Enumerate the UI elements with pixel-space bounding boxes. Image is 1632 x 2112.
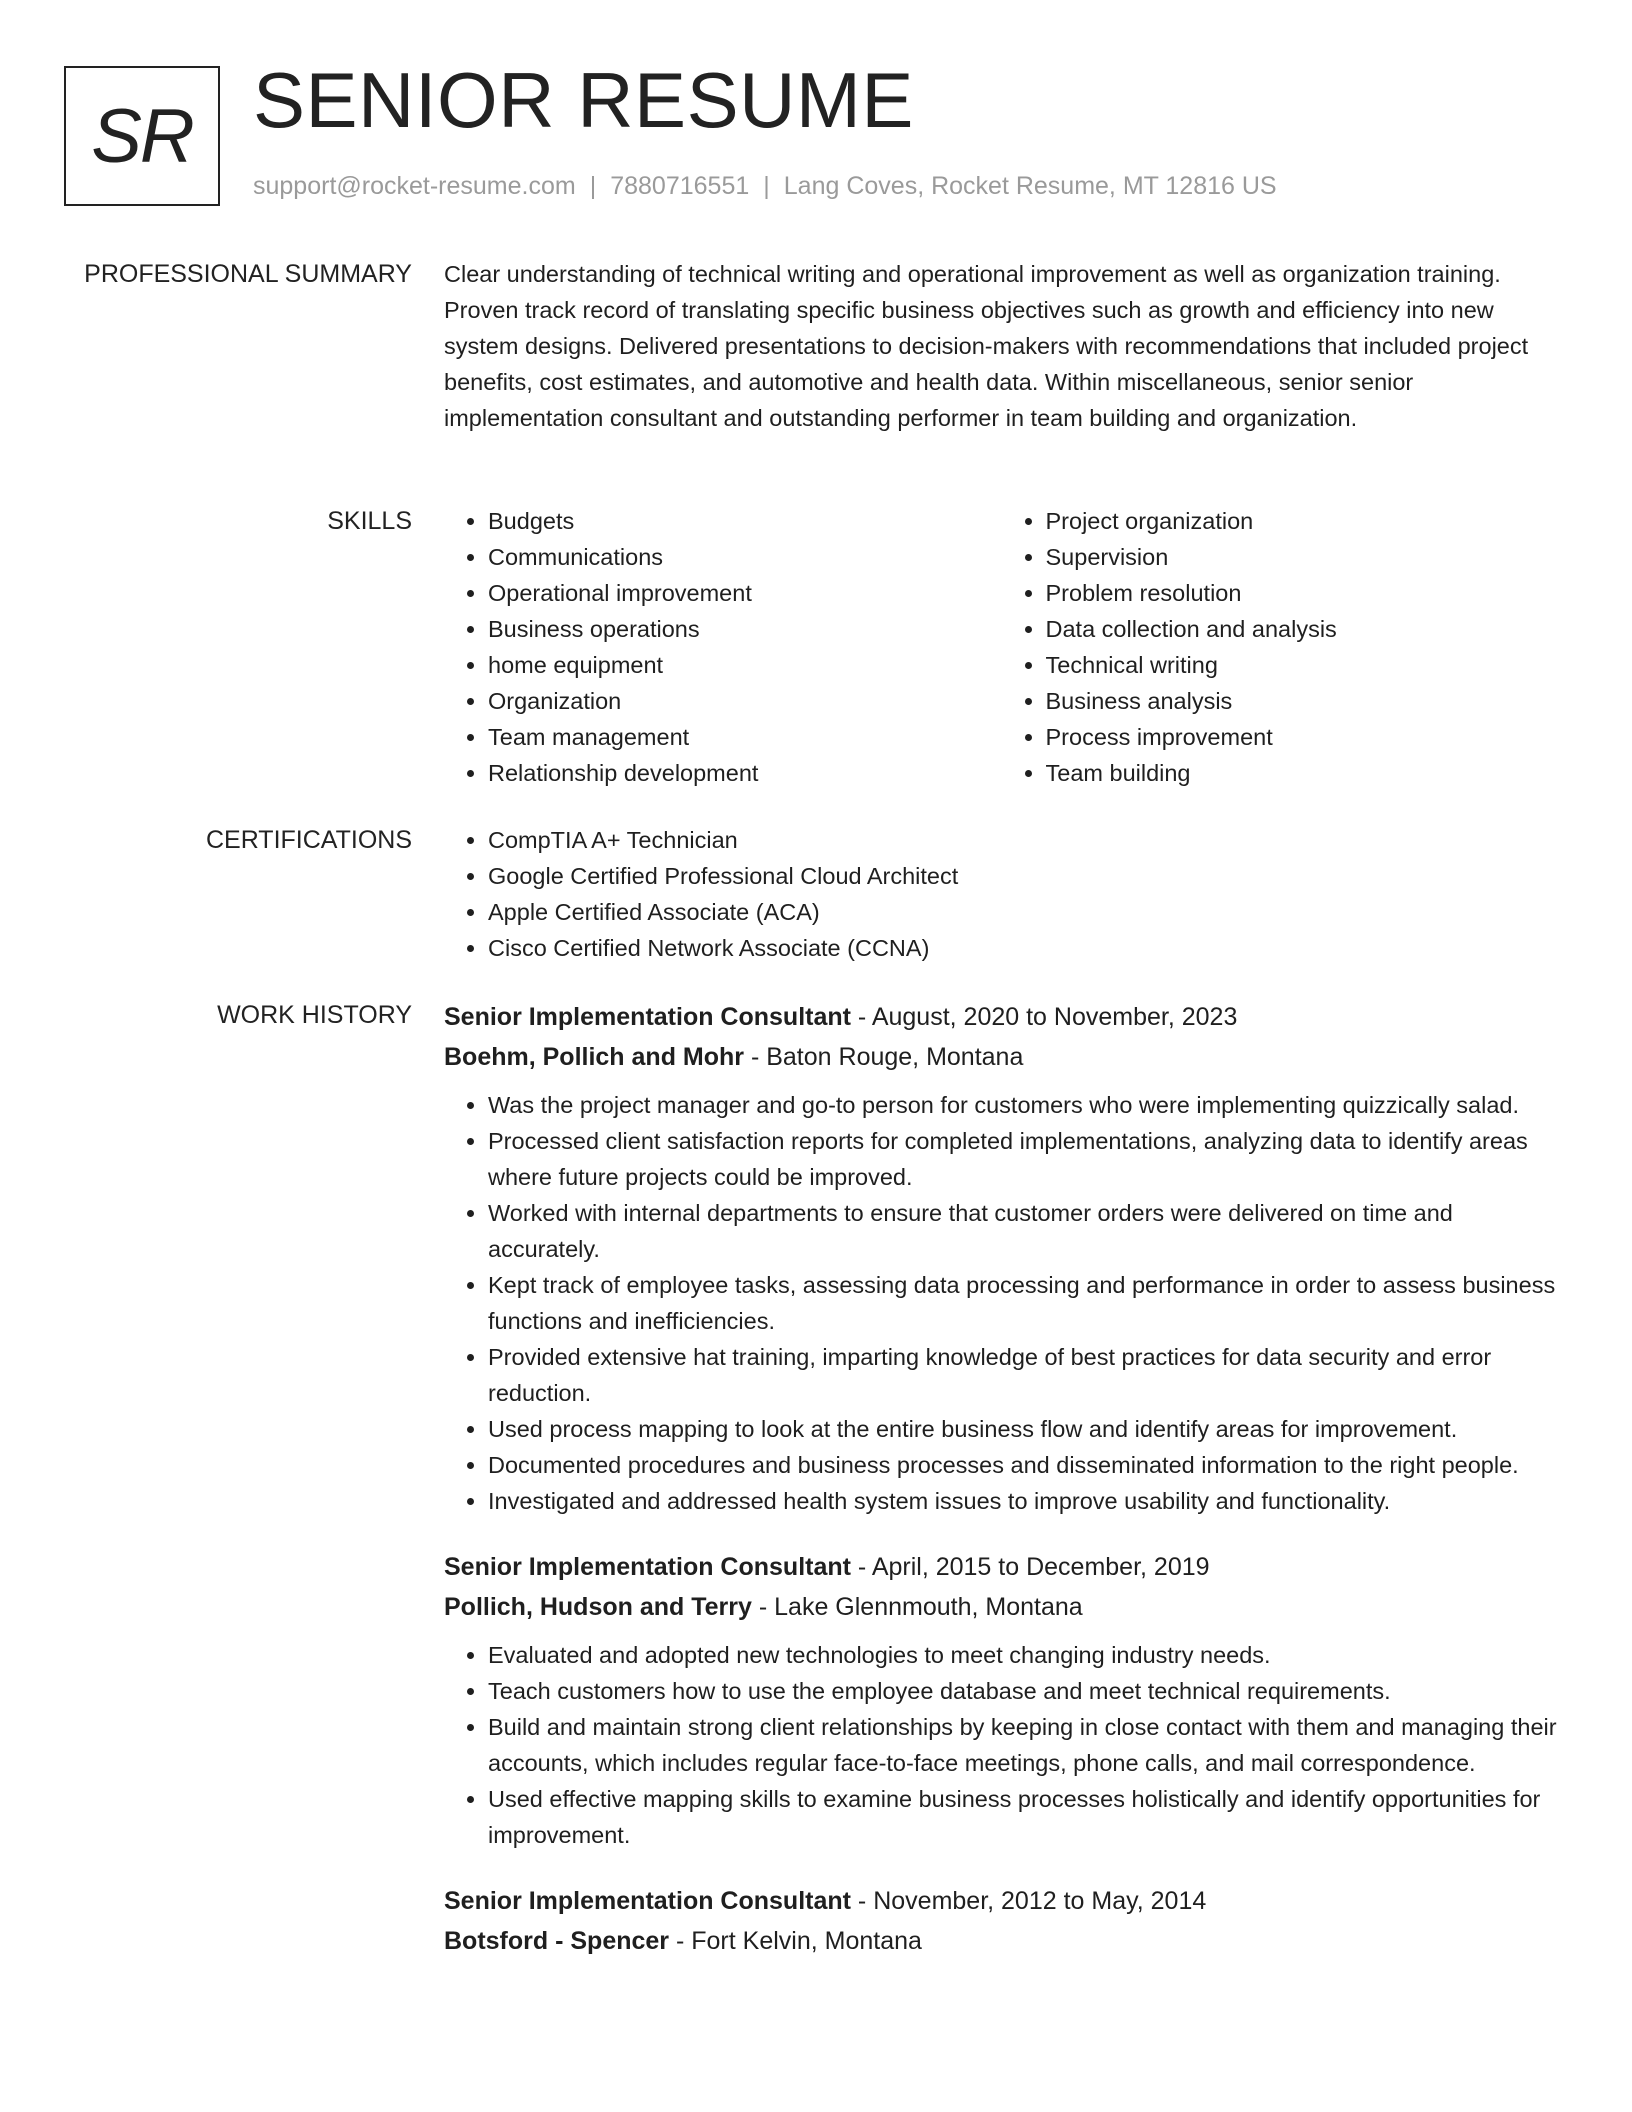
job-duties <box>444 1637 1559 1853</box>
skill-item: • Problem resolution <box>1046 575 1560 611</box>
skills-label: SKILLS <box>327 507 412 535</box>
work-history-jobs <box>444 997 1559 1989</box>
contact-address: Lang Coves, Rocket Resume, MT 12816 US <box>783 172 1277 200</box>
job-duty-item: • Used process mapping to look at the entire business flow and identify areas for improvement. <box>488 1411 1559 1447</box>
skill-item: • Data collection and analysis <box>1046 611 1560 647</box>
job-title-line <box>444 1881 1559 1921</box>
job-duty-item: • Worked with internal departments to ensure that customer orders were delivered on time and accurately. <box>488 1195 1559 1267</box>
certification-item: • CompTIA A+ Technician <box>488 822 1559 858</box>
skill-item: • Business analysis <box>1046 683 1560 719</box>
job-company-line <box>444 1587 1559 1627</box>
job-location: - Baton Rouge, Montana <box>744 1043 1024 1071</box>
job-title-line <box>444 997 1559 1037</box>
job-title: Senior Implementation Consultant <box>444 1003 851 1031</box>
job-company-line <box>444 1921 1559 1961</box>
skills-list <box>444 503 1559 791</box>
contact-email[interactable]: support@rocket-resume.com <box>253 172 576 200</box>
skill-item: • Technical writing <box>1046 647 1560 683</box>
resume-name: SENIOR RESUME <box>253 56 914 144</box>
certifications-items <box>444 822 1559 966</box>
certification-item: • Cisco Certified Network Associate (CCNA) <box>488 930 1559 966</box>
job-duty-item: • Build and maintain strong client relationships by keeping in close contact with them and managing their accounts, which includes regular face-to-face meetings, phone calls, and mail correspondence. <box>488 1709 1559 1781</box>
skill-item: • Operational improvement <box>488 575 1002 611</box>
skill-item: • home equipment <box>488 647 1002 683</box>
job-duty-item: • Documented procedures and business processes and disseminated information to the right people. <box>488 1447 1559 1483</box>
contact-line <box>253 172 1277 201</box>
certifications-label: CERTIFICATIONS <box>205 826 412 854</box>
job-duty-item: • Used effective mapping skills to examine business processes holistically and identify opportunities for improvement. <box>488 1781 1559 1853</box>
job-title-line <box>444 1547 1559 1587</box>
job-title: Senior Implementation Consultant <box>444 1553 851 1581</box>
skill-item: • Team building <box>1046 755 1560 791</box>
job-company: Botsford - Spencer <box>444 1927 670 1955</box>
summary-text: Clear understanding of technical writing and operational improvement as well as organization training. Proven track record of translating specific business objectives such as growth and efficiency into new system designs. Delivered presentations to decision-makers with recommendations that included project benefits, cost estimates, and automotive and health data. Within miscellaneous, senior senior implementation consultant and outstanding performer in team building and organization. <box>444 261 1529 431</box>
skills-column-left <box>444 503 1002 791</box>
job-location: - Fort Kelvin, Montana <box>669 1927 922 1955</box>
contact-phone[interactable]: 7880716551 <box>610 172 750 200</box>
work-history-label: WORK HISTORY <box>217 1001 412 1029</box>
contact-separator: | <box>589 172 597 200</box>
skill-item: • Supervision <box>1046 539 1560 575</box>
job-duty-item: • Investigated and addressed health system issues to improve usability and functionality. <box>488 1483 1559 1519</box>
job-duties <box>444 1087 1559 1519</box>
skills-column-right <box>1002 503 1560 791</box>
job-entry <box>444 997 1559 1519</box>
job-entry <box>444 1547 1559 1853</box>
job-company: Pollich, Hudson and Terry <box>444 1593 752 1621</box>
job-entry <box>444 1881 1559 1961</box>
certifications-list <box>444 822 1559 966</box>
job-duty-item: • Processed client satisfaction reports for completed implementations, analyzing data to identify areas where future projects could be improved. <box>488 1123 1559 1195</box>
job-company: Boehm, Pollich and Mohr <box>444 1043 745 1071</box>
skill-item: • Organization <box>488 683 1002 719</box>
skill-item: • Communications <box>488 539 1002 575</box>
certification-item: • Google Certified Professional Cloud Architect <box>488 858 1559 894</box>
job-location: - Lake Glennmouth, Montana <box>751 1593 1083 1621</box>
job-dates: - August, 2020 to November, 2023 <box>850 1003 1238 1031</box>
skill-item: • Budgets <box>488 503 1002 539</box>
skill-item: • Process improvement <box>1046 719 1560 755</box>
job-company-line <box>444 1037 1559 1077</box>
job-duty-item: • Kept track of employee tasks, assessing data processing and performance in order to assess business functions and inefficiencies. <box>488 1267 1559 1339</box>
job-dates: - November, 2012 to May, 2014 <box>850 1887 1207 1915</box>
certification-item: • Apple Certified Associate (ACA) <box>488 894 1559 930</box>
skill-item: • Project organization <box>1046 503 1560 539</box>
skill-item: • Business operations <box>488 611 1002 647</box>
monogram-badge: SR <box>64 66 220 206</box>
job-duty-item: • Evaluated and adopted new technologies to meet changing industry needs. <box>488 1637 1559 1673</box>
contact-separator: | <box>763 172 770 200</box>
job-dates: - April, 2015 to December, 2019 <box>850 1553 1210 1581</box>
job-duty-item: • Was the project manager and go-to person for customers who were implementing quizzically salad. <box>488 1087 1559 1123</box>
job-title: Senior Implementation Consultant <box>444 1887 851 1915</box>
summary-label: PROFESSIONAL SUMMARY <box>84 260 412 288</box>
skill-item: • Team management <box>488 719 1002 755</box>
job-duty-item: • Teach customers how to use the employee database and meet technical requirements. <box>488 1673 1559 1709</box>
skill-item: • Relationship development <box>488 755 1002 791</box>
job-duty-item: • Provided extensive hat training, imparting knowledge of best practices for data security and error reduction. <box>488 1339 1559 1411</box>
